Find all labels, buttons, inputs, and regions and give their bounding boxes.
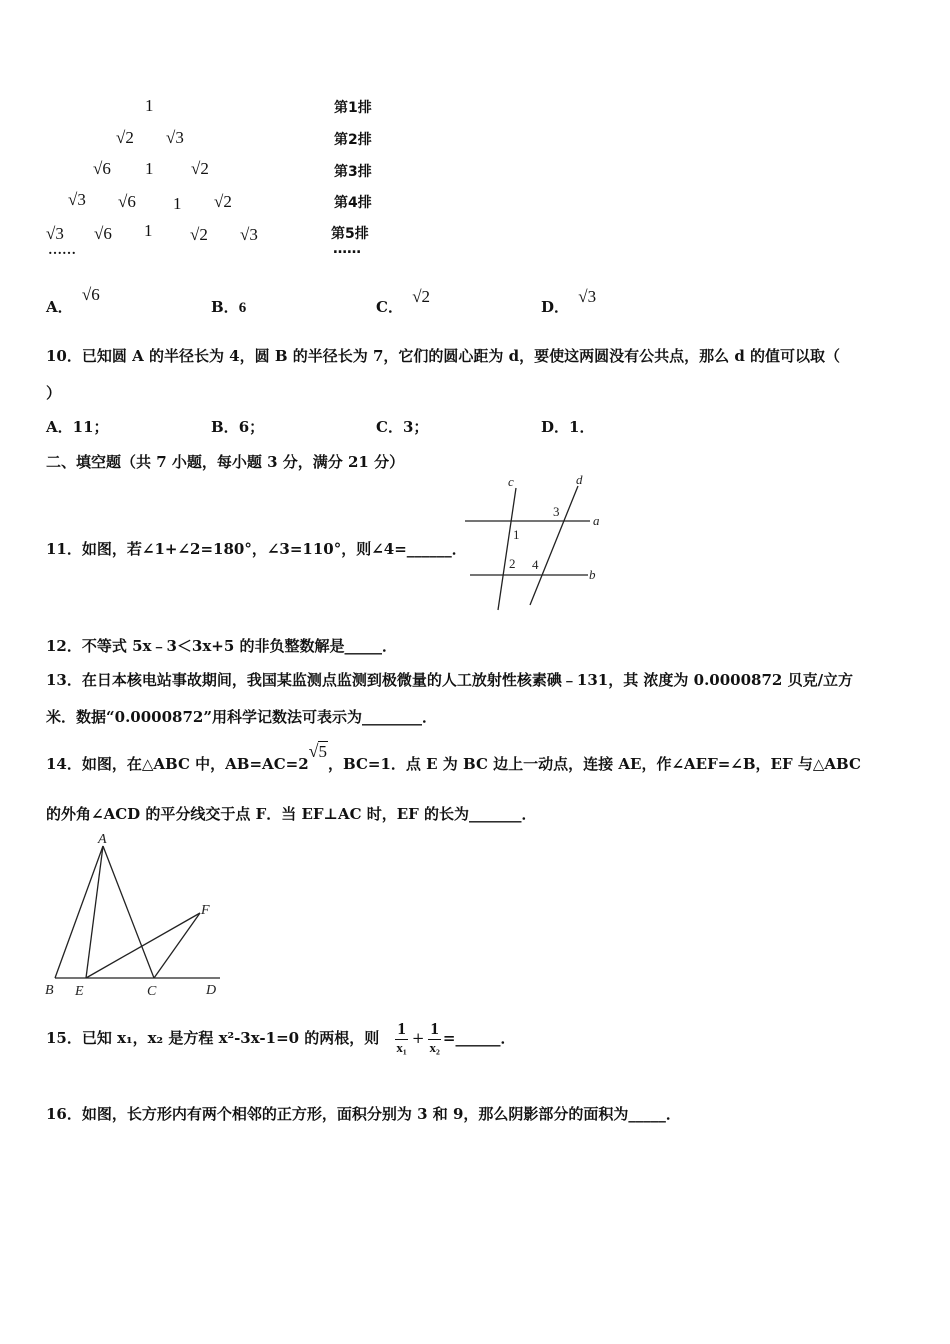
parallel-lines-figure <box>460 470 610 615</box>
row-label: 第5排 <box>331 226 369 242</box>
q13-line1: 13．在日本核电站事故期间，我国某监测点监测到极微量的人工放射性核素碘﹣131，其 浓度为 0.0000872 贝克/立方 <box>46 671 854 689</box>
row-label: 第3排 <box>334 164 372 180</box>
triangle-cell: √2 <box>191 159 209 178</box>
option-letter: D． <box>541 298 570 316</box>
label-D: D <box>206 983 217 998</box>
label-b: b <box>589 567 596 582</box>
fraction-1-over-x1 <box>395 1019 408 1056</box>
q10-text: 10．已知圆 A 的半径长为 4，圆 B 的半径长为 7，它们的圆心距为 d，要使这两圆没有公共点，那么 d 的值可以取（ <box>46 347 841 365</box>
option-value: 11； <box>72 418 109 436</box>
section-heading: 二、填空题（共 7 小题，每小题 3 分，满分 21 分） <box>46 453 405 471</box>
option-value: √2 <box>412 287 431 306</box>
row-label: 第1排 <box>334 100 372 116</box>
option-b[interactable] <box>211 296 246 317</box>
label-a: a <box>593 513 600 528</box>
sqrt-value: 5 <box>318 742 328 761</box>
triangle-cell: √3 <box>240 225 258 244</box>
label-B: B <box>45 983 54 998</box>
triangle-abc-figure <box>40 826 230 1004</box>
option-b[interactable] <box>211 416 264 437</box>
segment-ef <box>86 913 200 978</box>
angle-1: 1 <box>513 527 520 542</box>
option-value: 1． <box>569 418 595 436</box>
row-label: 第2排 <box>334 132 372 148</box>
numerator: 1 <box>397 1019 406 1038</box>
option-a[interactable] <box>46 416 109 437</box>
option-value: √6 <box>81 285 100 304</box>
triangle-cell: √6 <box>93 159 111 178</box>
q14-line2: 的外角∠ACD 的平分线交于点 F．当 EF⊥AC 时，EF 的长为_______． <box>46 805 537 823</box>
triangle-cell: √3 <box>46 224 64 243</box>
q15-line <box>46 1019 515 1056</box>
segment-ae <box>86 846 103 978</box>
option-c[interactable] <box>376 416 428 437</box>
option-letter: A． <box>46 418 73 436</box>
triangle-cell: √6 <box>94 224 112 243</box>
triangle-cell: 1 <box>145 96 154 115</box>
numerator: 1 <box>430 1019 439 1038</box>
q16-text: 16．如图，长方形内有两个相邻的正方形，面积分别为 3 和 9，那么阴影部分的面积为_____． <box>46 1105 681 1123</box>
label-F: F <box>201 903 210 918</box>
q12-text: 12．不等式 5x﹣3＜3x+5 的非负整数解是_____． <box>46 637 398 655</box>
denominator: x₁ <box>396 1040 407 1055</box>
option-letter: D． <box>541 418 570 436</box>
option-letter: B． <box>211 298 239 316</box>
triangle-cell: √3 <box>68 190 86 209</box>
q15-text-part: =______． <box>442 1029 516 1047</box>
sqrt-5: √5 <box>308 741 328 761</box>
option-value: 3； <box>402 418 429 436</box>
label-c: c <box>508 474 514 489</box>
q14-text-part: ，BC=1．点 E 为 BC 边上一动点，连接 AE，作∠AEF=∠B，EF 与△ABC <box>328 755 861 773</box>
option-letter: B． <box>211 418 239 436</box>
angle-4: 4 <box>532 557 539 572</box>
option-letter: C． <box>376 418 403 436</box>
triangle-cell: 1 <box>145 159 154 178</box>
option-d[interactable] <box>541 287 597 317</box>
q14-line1 <box>46 741 861 774</box>
triangle-cell: 1 <box>173 194 182 213</box>
q11-text: 11．如图，若∠1+∠2=180°，∠3=110°，则∠4=______． <box>46 540 467 558</box>
fraction-1-over-x2 <box>428 1019 441 1056</box>
row-label: 第4排 <box>334 195 372 211</box>
option-value: √3 <box>578 287 597 306</box>
triangle-cell: √2 <box>116 128 134 147</box>
option-letter: C． <box>376 298 403 316</box>
label-E: E <box>75 984 84 999</box>
angle-2: 2 <box>509 556 516 571</box>
option-d[interactable] <box>541 416 594 437</box>
denominator: x₂ <box>429 1040 440 1055</box>
segment-ab <box>55 846 103 978</box>
segment-ac <box>103 846 154 978</box>
label-A: A <box>98 832 107 847</box>
triangle-dots: …… <box>48 243 76 258</box>
plus-sign: + <box>411 1028 425 1047</box>
q10-text-close: ） <box>46 384 62 402</box>
angle-3: 3 <box>553 504 560 519</box>
q15-text-part: 15．已知 x₁，x₂ 是方程 x²-3x-1=0 的两根，则 <box>46 1029 380 1047</box>
option-c[interactable] <box>376 287 431 317</box>
label-C: C <box>147 984 157 999</box>
segment-cf <box>154 913 200 978</box>
q13-line2: 米．数据“0.0000872”用科学记数法可表示为________． <box>46 708 437 726</box>
triangle-cell: √2 <box>190 225 208 244</box>
row-dots: …… <box>333 241 361 257</box>
option-a[interactable] <box>46 285 100 317</box>
option-value: 6； <box>238 418 265 436</box>
label-d: d <box>576 472 583 487</box>
triangle-cell: 1 <box>144 221 153 240</box>
line-c <box>498 488 516 610</box>
triangle-cell: √3 <box>166 128 184 147</box>
option-value: 6 <box>238 300 247 316</box>
option-letter: A． <box>46 298 73 316</box>
triangle-cell: √6 <box>118 192 136 211</box>
q14-text-part: 14．如图，在△ABC 中，AB=AC=2 <box>46 755 309 773</box>
triangle-cell: √2 <box>214 192 232 211</box>
